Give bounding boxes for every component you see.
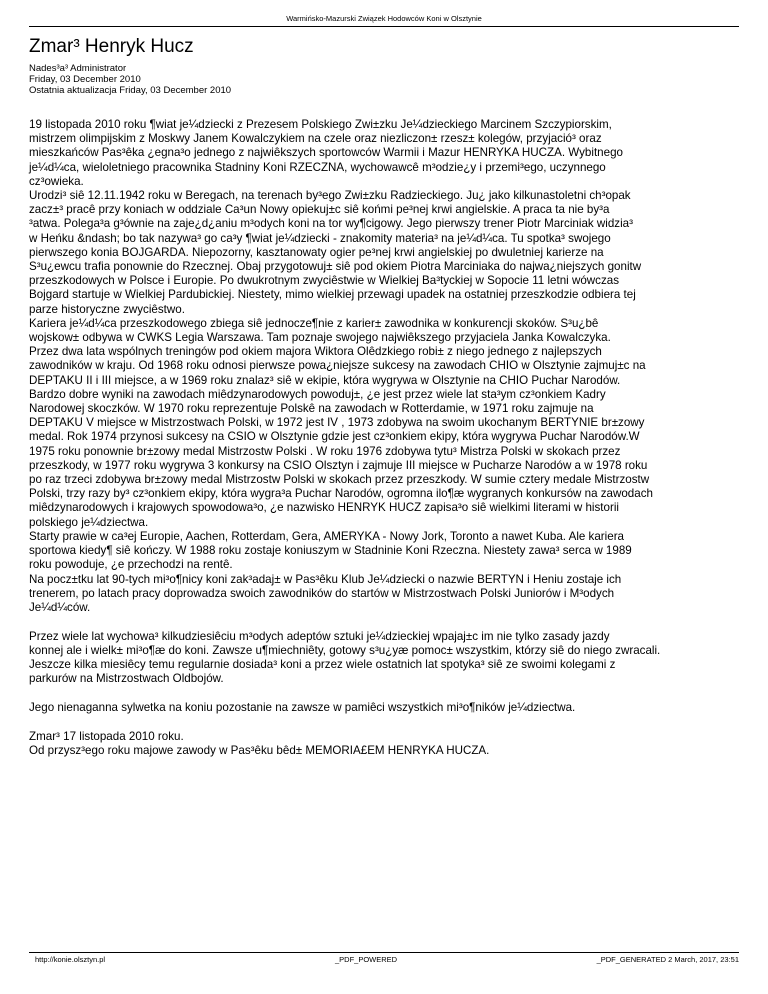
footer-divider [29,952,739,953]
paragraph-line: ³atwa. Polega³a g³ównie na zaje¿d¿aniu m³odych koni na tor wy¶cigowy. Jego pierwszy trener Piotr Marciniak widzia³ [29,217,633,231]
paragraph-line: Od przysz³ego roku majowe zawody w Pas³êku bêd± MEMORIA£EM HENRYKA HUCZA. [29,743,490,757]
paragraph-line: cz³owieka. [29,174,84,188]
article-paragraph [29,701,739,715]
paragraph-line: przeszkodowych w Polsce i Europie. Po dwukrotnym zwyciêstwie w Wielkiej Ba³tyckiej w Sopocie 11 letni wówczas [29,274,619,288]
paragraph-line: Zmar³ 17 listopada 2010 roku. [29,729,184,743]
article-paragraph [29,118,739,615]
article-meta [29,63,739,96]
paragraph-line: po raz trzeci zdobywa br±zowy medal Mistrzostw Polski w skokach przez przeszkody. W sumie cztery medale Mistrzostw [29,473,650,487]
paragraph-line: je¼d¼ca, wieloletniego pracownika Stadniny Koni RZECZNA, wychowawcê m³odzie¿y i przemi³ego, uczynnego [29,160,606,174]
paragraph-line: parkurów na Mistrzostwach Oldbojów. [29,672,224,686]
paragraph-line: Polski, trzy razy by³ cz³onkiem ekipy, która wygra³a Puchar Narodów, ogromna ilo¶æ wygranych konkursów na zawodach [29,487,653,501]
author-line: Nades³a³ Administrator [29,63,127,74]
page-footer [29,952,739,965]
paragraph-line: zawodników w kraju. Od 1968 roku odnosi pierwsze powa¿niejsze sukcesy na zawodach CHIO w Olsztynie zajmuj±c na [29,359,646,373]
paragraph-line: parze historyczne zwyciêstwo. [29,302,185,316]
paragraph-line: Bojgard startuje w Wielkiej Pardubickiej. Niestety, mimo wielkiej przewagi upadek na ostatniej przeszkodzie odbiera tej [29,288,636,302]
paragraph-line: Przez dwa lata wspólnych treningów pod okiem majora Wiktora Olêdzkiego robi± z niego jednego z najlepszych [29,345,602,359]
header-divider [29,26,739,27]
pdf-page [29,14,739,980]
article-paragraph [29,730,739,758]
paragraph-line: przeszkody, w 1977 roku wygrywa 3 konkursy na CSIO Olsztyn i zajmuje III miejsce w Pucharze Narodów a w 1978 roku [29,458,648,472]
paragraph-line: DEPTAKU II i III miejsce, a w 1969 roku znalaz³ siê w ekipie, która wygrywa w Olsztynie na CHIO Puchar Narodów. [29,373,621,387]
paragraph-line: medal. Rok 1974 przynosi sukcesy na CSIO w Olsztynie gdzie jest cz³onkiem ekipy, która wygrywa Puchar Narodów.W [29,430,640,444]
paragraph-line: w Heńku &ndash; bo tak nazywa³ go ca³y ¶wiat je¼dziecki - znakomity materia³ na je¼d¼ca. Tu spotka³ swojego [29,231,611,245]
paragraph-line: wojskow± odbywa w CWKS Legia Warszawa. Tam poznaje swojego najwiêkszego przyjaciela Janka Kowalczyka. [29,331,611,345]
paragraph-line: polskiego je¼dziectwa. [29,515,149,529]
article-body [29,118,739,758]
paragraph-line: Jeszcze kilka miesiêcy temu regularnie dosiada³ koni a przez wiele ostatnich lat spotyka³ siê ze swoimi kolegami z [29,658,616,672]
paragraph-line: miêdzynarodowych i krajowych spowodowa³o, ¿e nazwisko HENRYK HUCZ zapisa³o siê wielkimi literami w historii [29,501,619,515]
date-line: Friday, 03 December 2010 [29,74,141,85]
paragraph-line: S³u¿ewcu trafia ponownie do Rzecznej. Obaj przygotowuj± siê pod okiem Piotra Marciniaka do najwa¿niejszych gonitw [29,260,642,274]
paragraph-line: Narodowej skoczków. W 1970 roku reprezentuje Polskê na zawodach w Rotterdamie, w 1971 roku zajmuje na [29,402,594,416]
paragraph-line: Je¼d¼ców. [29,600,91,614]
paragraph-line: mistrzem olimpijskim z Moskwy Janem Kowalczykiem na czele oraz niezliczon± rzesz± kolegów, przyjació³ oraz [29,132,602,146]
paragraph-line: Urodzi³ siê 12.11.1942 roku w Beregach, na terenach by³ego Zwi±zku Radzieckiego. Ju¿ jako kilkunastoletni ch³opak [29,189,631,203]
paragraph-line: Kariera je¼d¼ca przeszkodowego zbiega siê jednocze¶nie z karier± zawodnika w konkurencji skoków. S³u¿bê [29,316,599,330]
updated-line: Ostatnia aktualizacja Friday, 03 December 2010 [29,85,232,96]
footer-url: http://konie.olsztyn.pl [35,955,106,964]
article-title: Zmar³ Henryk Hucz [29,36,194,57]
paragraph-line: mieszkańców Pas³êka ¿egna³o jednego z najwiêkszych sportowców Warmii i Mazur HENRYKA HUCZA. Wybitnego [29,146,623,160]
footer-powered: _PDF_POWERED [335,955,398,964]
article-paragraph [29,630,739,687]
site-header-title: Warmińsko-Mazurski Związek Hodowców Koni w Olsztynie [286,14,482,23]
footer-generated: _PDF_GENERATED 2 March, 2017, 23:51 [596,955,739,964]
paragraph-line: roku powoduje, ¿e przechodzi na rentê. [29,558,233,572]
paragraph-line: konnej ale i wielk± mi³o¶æ do koni. Zawsze u¶miechniêty, gotowy s³u¿yæ pomoc± wszystkim, którzy siê do niego zwracali. [29,643,661,657]
paragraph-line: DEPTAKU V miejsce w Mistrzostwach Polski, w 1972 jest IV , 1973 zdobywa na swoim ukochanym BERTYNIE br±zowy [29,416,645,430]
paragraph-line: Na pocz±tku lat 90-tych mi³o¶nicy koni zak³adaj± w Pas³êku Klub Je¼dziecki o nazwie BERTYN i Heniu zostaje ich [29,572,622,586]
paragraph-line: pierwszego konia BOJGARDA. Niepozorny, kasztanowaty ogier pe³nej krwi angielskiej po dwuletniej karierze na [29,245,604,259]
paragraph-line: Starty prawie w ca³ej Europie, Aachen, Rotterdam, Gera, AMERYKA - Nowy Jork, Toronto a nawet Kuba. Ale kariera [29,529,624,543]
paragraph-line: trenerem, po latach pracy doprowadza swoich zawodników do startów w Mistrzostwach Polski Juniorów i M³odych [29,586,615,600]
paragraph-line: Jego nienaganna sylwetka na koniu pozostanie na zawsze w pamiêci wszystkich mi³o¶ników je¼dziectwa. [29,700,576,714]
paragraph-line: sportowa kiedy¶ siê kończy. W 1988 roku zostaje koniuszym w Stadninie Koni Rzeczna. Niestety zawa³ serca w 1989 [29,544,632,558]
paragraph-line: 1975 roku ponownie br±zowy medal Mistrzostw Polski . W roku 1976 zdobywa tytu³ Mistrza Polski w skokach przez [29,444,621,458]
paragraph-line: zacz±³ pracê przy koniach w oddziale Ca³un Nowy opiekuj±c siê końmi pe³nej krwi angielskie. A praca ta nie by³a [29,203,610,217]
paragraph-line: 19 listopada 2010 roku ¶wiat je¼dziecki z Prezesem Polskiego Zwi±zku Je¼dzieckiego Marcinem Szczypiorskim, [29,118,612,131]
paragraph-line: Bardzo dobre wyniki na zawodach miêdzynarodowych powoduj±, ¿e jest przez wiele lat sta³ym cz³onkiem Kadry [29,387,606,401]
paragraph-line: Przez wiele lat wychowa³ kilkudziesiêciu m³odych adeptów sztuki je¼dzieckiej wpajaj±c im nie tylko zasady jazdy [29,629,610,643]
